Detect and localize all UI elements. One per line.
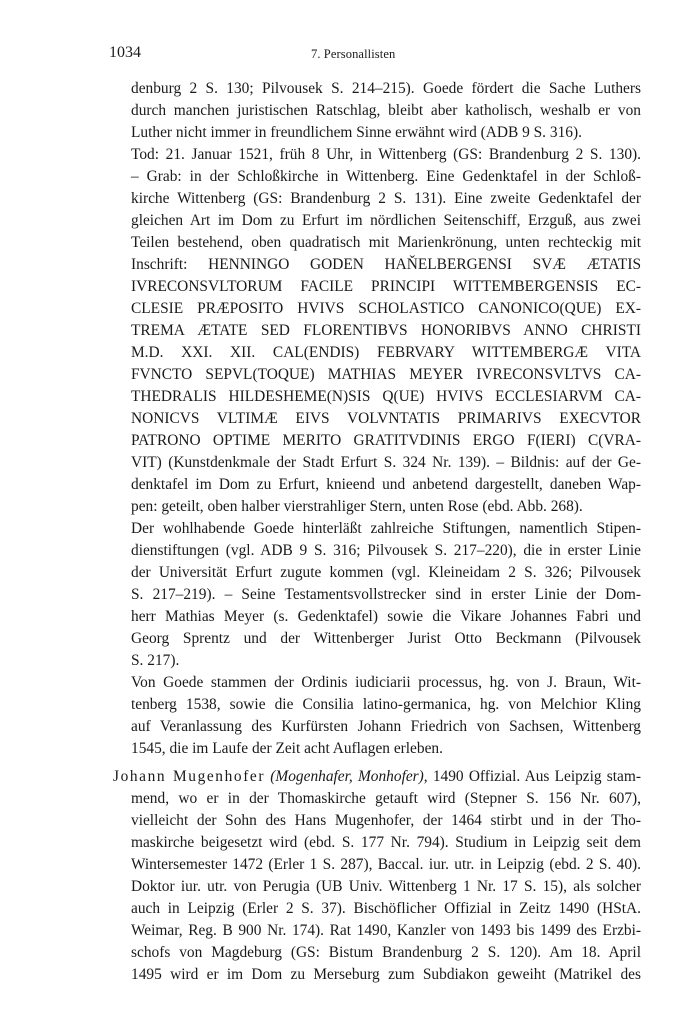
text-line: TREMA ÆTATE SED FLORENTIBVS HONORIBVS ANNO CHRISTI [131,322,641,339]
text-line: vielleicht der Sohn des Hans Mugenhofer, der 1464 stirbt und in der Tho- [131,812,641,829]
text-line: denburg 2 S. 130; Pilvousek S. 214–215). Goede fördert die Sache Luthers [131,80,641,97]
text-line: kirche Wittenberg (GS: Brandenburg 2 S. 131). Eine zweite Gedenktafel der [131,190,641,207]
text-line: schofs von Magdeburg (GS: Bistum Brandenburg 2 S. 120). Am 18. April [131,944,641,961]
text-line: NONICVS VLTIMÆ EIVS VOLVNTATIS PRIMARIVS EXECVTOR [131,410,641,427]
text-line: der Universität Erfurt zugute kommen (vgl. Kleineidam 2 S. 326; Pilvousek [131,564,641,581]
text-line: 1545, die im Laufe der Zeit acht Auflagen erleben. [131,740,443,757]
mugenhofer-entry [131,788,641,986]
text-line: Tod: 21. Januar 1521, früh 8 Uhr, in Wittenberg (GS: Brandenburg 2 S. 130). [131,146,641,163]
entry-name-variants: (Mogenhafer, Monhofer) [270,768,424,785]
text-line: CLESIE PRÆPOSITO HVIVS SCHOLASTICO CANONICO(QUE) EX- [131,300,641,317]
entry-first-line-rest: , 1490 Offizial. Aus Leipzig stam- [423,768,641,785]
page-number: 1034 [109,44,141,61]
text-line: dienstiftungen (vgl. ADB 9 S. 316; Pilvousek S. 217–220), die in erster Linie [131,542,641,559]
text-line: Weimar, Reg. B 900 Nr. 174). Rat 1490, Kanzler von 1493 bis 1499 des Erzbi- [131,922,641,939]
goede-paragraphs [131,78,641,760]
text-line: – Grab: in der Schloßkirche in Wittenberg. Eine Gedenktafel in der Schloß- [131,168,641,185]
text-line: auf Veranlassung des Kurfürsten Johann Friedrich von Sachsen, Wittenberg [131,718,641,735]
entry-first-line [113,766,641,788]
text-line: VIT) (Kunstdenkmale der Stadt Erfurt S. 324 Nr. 139). – Bildnis: auf der Ge- [131,454,641,471]
text-line: Von Goede stammen der Ordinis iudiciarii processus, hg. von J. Braun, Wit- [131,674,641,691]
text-line: herr Mathias Meyer (s. Gedenktafel) sowie die Vikare Johannes Fabri und [131,608,641,625]
text-line: M.D. XXI. XII. CAL(ENDIS) FEBRVARY WITTEMBERGÆ VITA [131,344,641,361]
text-line: auch in Leipzig (Erler 2 S. 37). Bischöflicher Offizial in Zeitz 1490 (HStA. [131,900,641,917]
text-line: Wintersemester 1472 (Erler 1 S. 287), Baccal. iur. utr. in Leipzig (ebd. 2 S. 40). [131,856,641,873]
text-line: Doktor iur. utr. von Perugia (UB Univ. Wittenberg 1 Nr. 17 S. 15), als solcher [131,878,641,895]
text-line: S. 217). [131,652,180,669]
text-line: PATRONO OPTIME MERITO GRATITVDINIS ERGO F(IERI) C(VRA- [131,432,641,449]
text-line: Georg Sprentz und der Wittenberger Jurist Otto Beckmann (Pilvousek [131,630,641,647]
body-text [113,78,641,986]
text-line: gleichen Art im Dom zu Erfurt im nördlichen Seitenschiff, Erzguß, aus zwei [131,212,641,229]
text-line: Inschrift: HENNINGO GODEN HAŇELBERGENSI SVÆ ÆTATIS [131,256,641,273]
text-line: 1495 wird er im Dom zu Merseburg zum Subdiakon geweiht (Matrikel des [131,966,641,983]
running-head: 7. Personallisten [311,47,396,61]
text-line: maskirche beigesetzt wird (ebd. S. 177 Nr. 794). Studium in Leipzig seit dem [131,834,641,851]
text-line: Luther nicht immer in freundlichem Sinne erwähnt wird (ADB 9 S. 316). [131,124,582,141]
text-line: Der wohlhabende Goede hinterläßt zahlreiche Stiftungen, namentlich Stipen- [131,520,641,537]
text-line: S. 217–219). – Seine Testamentsvollstrecker sind in erster Linie der Dom- [131,586,641,603]
text-line: FVNCTO SEPVL(TOQUE) MATHIAS MEYER IVRECONSVLTVS CA- [131,366,641,383]
text-line: Teilen bestehend, oben quadratisch mit Marienkrönung, unten rechteckig mit [131,234,641,251]
text-line: mend, wo er in der Thomaskirche getauft wird (Stepner S. 156 Nr. 607), [131,790,641,807]
text-line: durch manchen juristischen Ratschlag, bleibt aber katholisch, weshalb er von [131,102,641,119]
text-line: THEDRALIS HILDESHEME(N)SIS Q(UE) HVIVS ECCLESIARVM CA- [131,388,641,405]
text-line: tenberg 1538, sowie die Consilia latino-germanica, hg. von Melchior Kling [131,696,641,713]
text-line: denktafel im Dom zu Erfurt, knieend und anbetend dargestellt, daneben Wap- [131,476,641,493]
entry-name: Johann Mugenhofer [113,768,266,785]
text-line: IVRECONSVLTORUM FACILE PRINCIPI WITTEMBERGENSIS EC- [131,278,641,295]
text-line: pen: geteilt, oben halber vierstrahliger Stern, unten Rose (ebd. Abb. 268). [131,498,583,515]
